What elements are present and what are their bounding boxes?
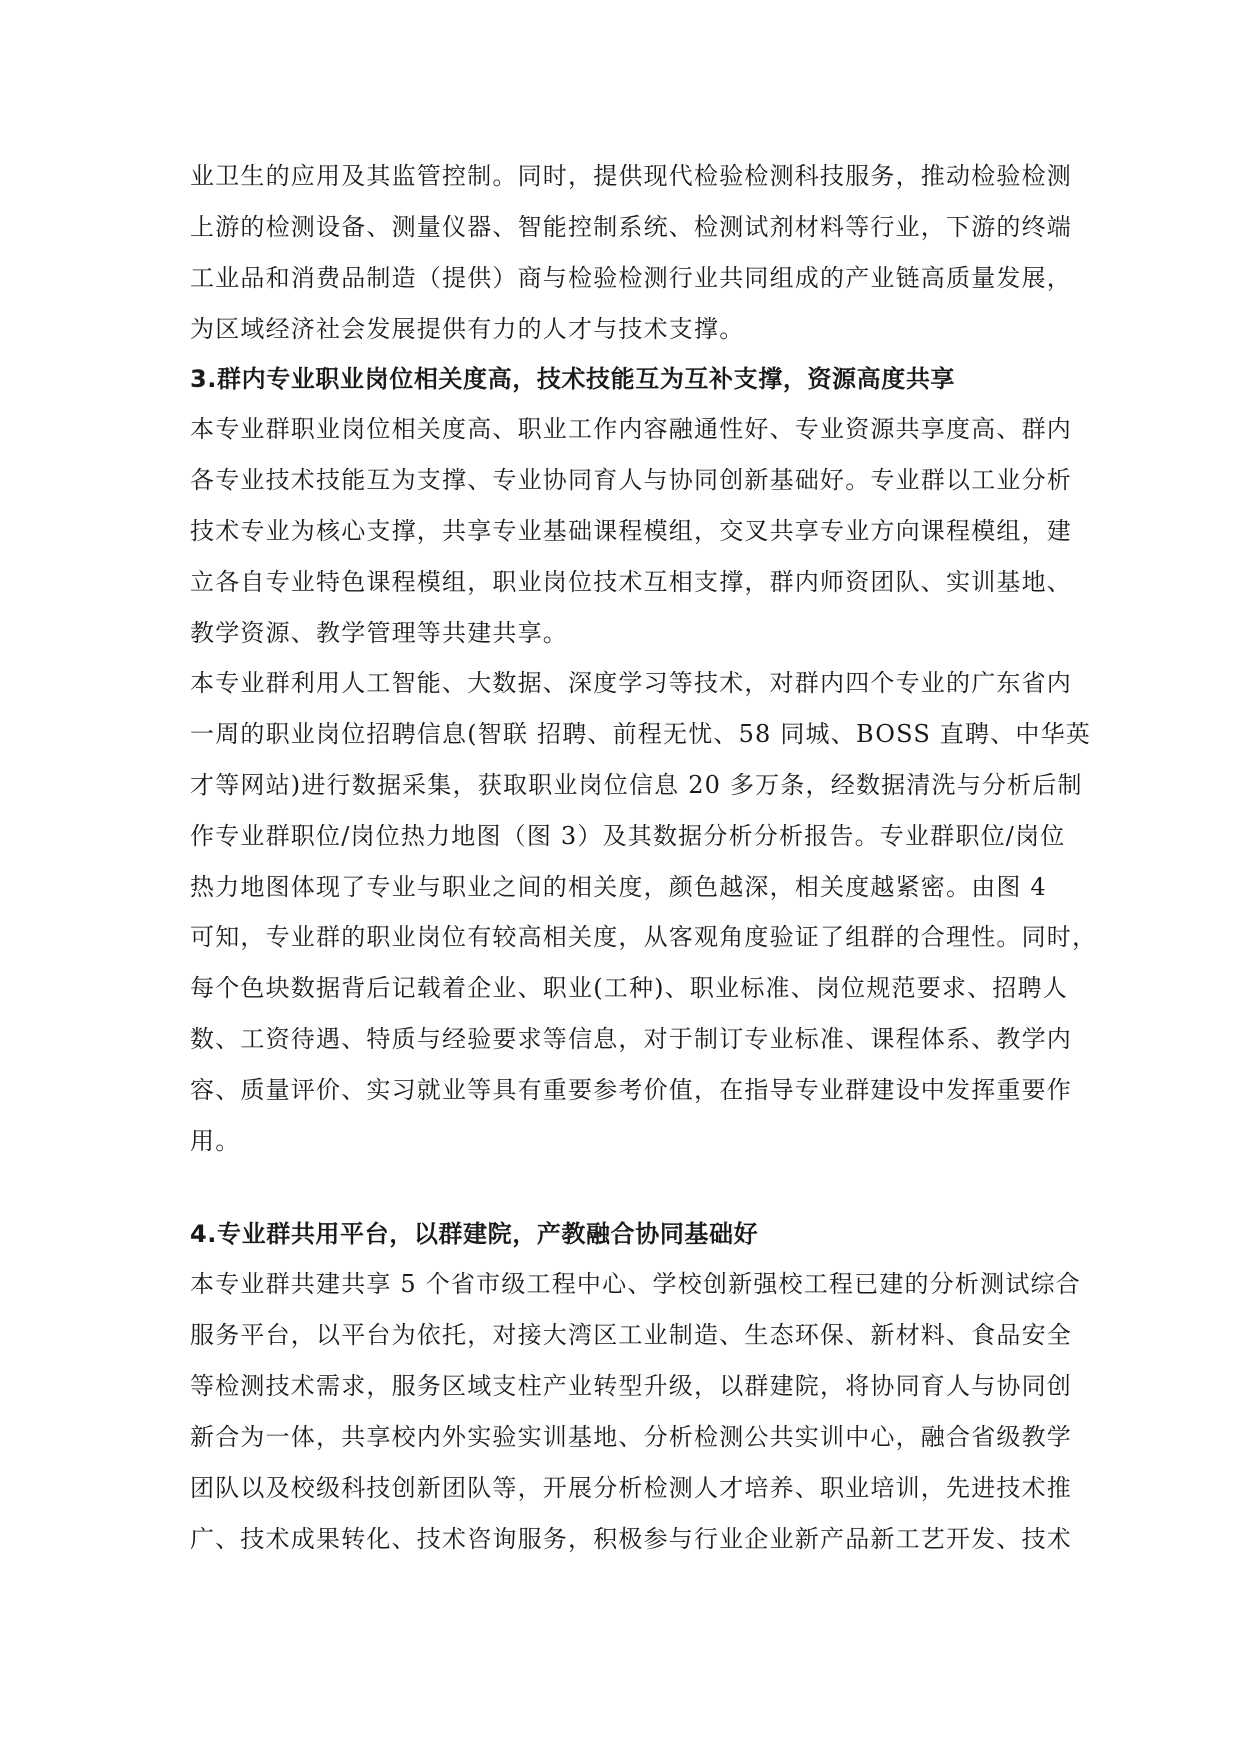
section-4-paragraph-1-line: 广、技术成果转化、技术咨询服务，积极参与行业企业新产品新工艺开发、技术 [190,1525,1072,1553]
section-4-paragraph-1-line: 本专业群共建共享 5 个省市级工程中心、学校创新强校工程已建的分析测试综合 [190,1270,1081,1298]
section-3-paragraph-1-line: 教学资源、教学管理等共建共享。 [190,619,568,647]
section-4-paragraph-1-line: 团队以及校级科技创新团队等，开展分析检测人才培养、职业培训，先进技术推 [190,1474,1072,1502]
section-3-heading: 3.群内专业职业岗位相关度高，技术技能互为互补支撑，资源高度共享 [190,365,956,393]
section-3-paragraph-2-line: 作专业群职位/岗位热力地图（图 3）及其数据分析分析报告。专业群职位/岗位 [190,822,1066,850]
section-4-paragraph-1-line: 新合为一体，共享校内外实验实训基地、分析检测公共实训中心，融合省级教学 [190,1423,1072,1451]
section-3-paragraph-1-line: 立各自专业特色课程模组，职业岗位技术互相支撑，群内师资团队、实训基地、 [190,568,1072,596]
section-3-paragraph-2-line: 数、工资待遇、特质与经验要求等信息，对于制订专业标准、课程体系、教学内 [190,1025,1072,1053]
section-3-paragraph-1-line: 本专业群职业岗位相关度高、职业工作内容融通性好、专业资源共享度高、群内 [190,415,1072,443]
section-3-paragraph-2-line: 一周的职业岗位招聘信息(智联 招聘、前程无忧、58 同城、BOSS 直聘、中华英 [190,720,1092,748]
section-3-paragraph-2-line: 用。 [190,1127,241,1155]
intro-line: 为区域经济社会发展提供有力的人才与技术支撑。 [190,315,745,343]
intro-line: 工业品和消费品制造（提供）商与检验检测行业共同组成的产业链高质量发展， [190,264,1072,292]
section-3-paragraph-2-line: 每个色块数据背后记载着企业、职业(工种)、职业标准、岗位规范要求、招聘人 [190,974,1068,1002]
intro-line: 上游的检测设备、测量仪器、智能控制系统、检测试剂材料等行业，下游的终端 [190,213,1072,241]
section-3-paragraph-2-line: 热力地图体现了专业与职业之间的相关度，颜色越深，相关度越紧密。由图 4 [190,873,1047,901]
section-4-paragraph-1-line: 等检测技术需求，服务区域支柱产业转型升级，以群建院，将协同育人与协同创 [190,1372,1072,1400]
section-3-paragraph-2-line: 才等网站)进行数据采集，获取职业岗位信息 20 多万条，经数据清洗与分析后制 [190,771,1083,799]
section-4-heading: 4.专业群共用平台，以群建院，产教融合协同基础好 [190,1220,759,1248]
section-3-paragraph-1-line: 技术专业为核心支撑，共享专业基础课程模组，交叉共享专业方向课程模组，建 [190,517,1072,545]
intro-line: 业卫生的应用及其监管控制。同时，提供现代检验检测科技服务，推动检验检测 [190,162,1072,190]
section-3-paragraph-2-line: 本专业群利用人工智能、大数据、深度学习等技术，对群内四个专业的广东省内 [190,669,1072,697]
section-3-paragraph-2-line: 可知，专业群的职业岗位有较高相关度，从客观角度验证了组群的合理性。同时， [190,923,1098,951]
section-4-paragraph-1-line: 服务平台，以平台为依托，对接大湾区工业制造、生态环保、新材料、食品安全 [190,1321,1072,1349]
section-3-paragraph-1-line: 各专业技术技能互为支撑、专业协同育人与协同创新基础好。专业群以工业分析 [190,466,1072,494]
section-3-paragraph-2-line: 容、质量评价、实习就业等具有重要参考价值，在指导专业群建设中发挥重要作 [190,1076,1072,1104]
